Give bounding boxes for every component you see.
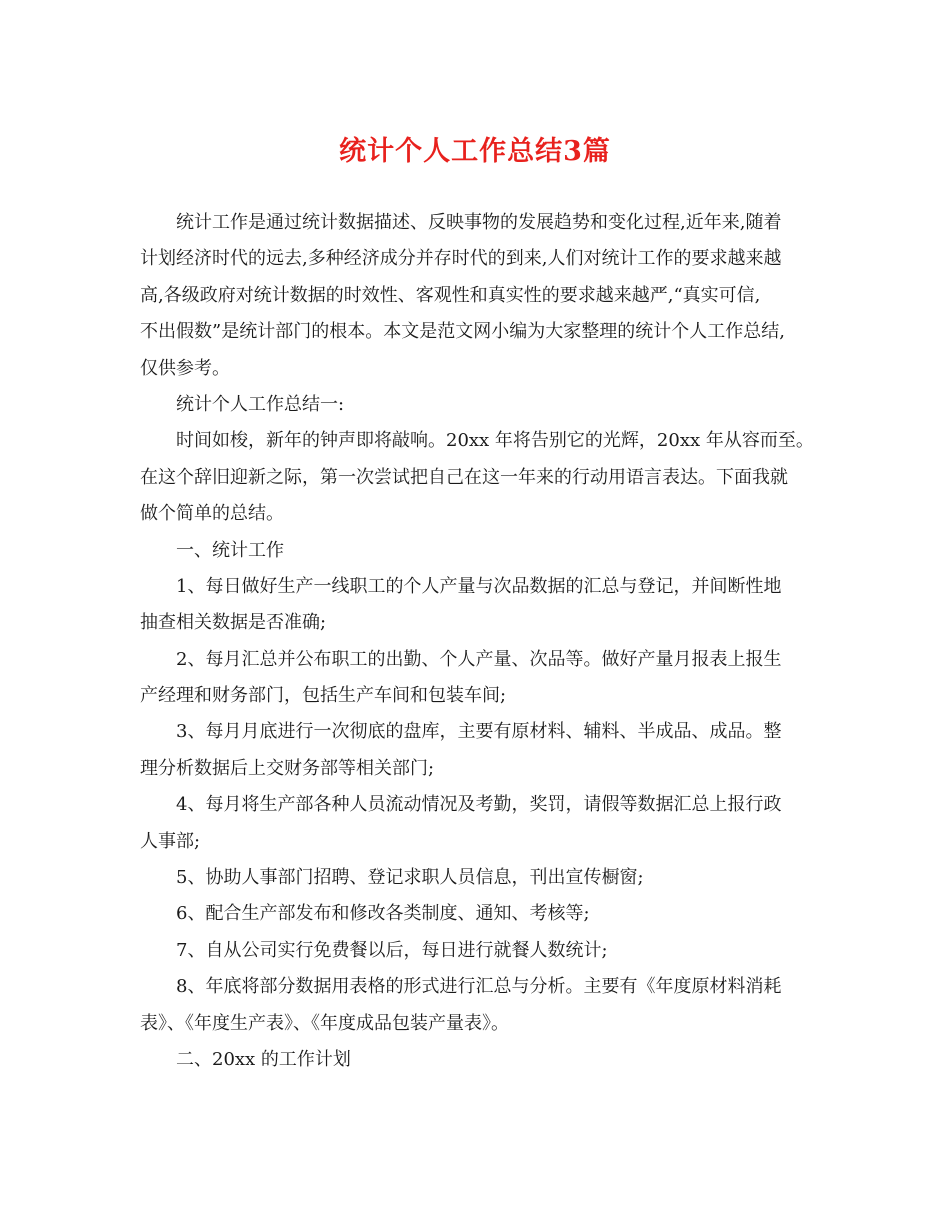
- text-line: 5、协助人事部门招聘、登记求职人员信息，刊出宣传橱窗;: [176, 867, 644, 889]
- text-line: 人事部;: [140, 830, 201, 852]
- text-line: 1、每日做好生产一线职工的个人产量与次品数据的汇总与登记，并间断性地: [176, 575, 782, 597]
- text-line: 二、20xx 的工作计划: [176, 1048, 351, 1070]
- text-line: 做个简单的总结。: [140, 503, 284, 525]
- text-line: 统计工作是通过统计数据描述、反映事物的发展趋势和变化过程,近年来,随着: [176, 212, 782, 233]
- document-title: 统计个人工作总结3篇: [339, 136, 611, 167]
- text-line: 6、配合生产部发布和修改各类制度、通知、考核等;: [176, 903, 590, 925]
- text-line: 在这个辞旧迎新之际，第一次尝试把自己在这一年来的行动用语言表达。下面我就: [140, 466, 788, 488]
- text-line: 产经理和财务部门，包括生产车间和包装车间;: [140, 685, 507, 707]
- text-line: 统计个人工作总结一:: [176, 393, 345, 415]
- text-line: 仅供参考。: [140, 357, 230, 379]
- text-line: 理分析数据后上交财务部等相关部门;: [140, 757, 435, 779]
- text-line: 3、每月月底进行一次彻底的盘库，主要有原材料、辅料、半成品、成品。整: [176, 721, 782, 743]
- text-line: 2、每月汇总并公布职工的出勤、个人产量、次品等。做好产量月报表上报生: [176, 648, 782, 670]
- text-line: 抽查相关数据是否准确;: [140, 612, 327, 634]
- document-body: [140, 205, 818, 1078]
- text-line: 不出假数”是统计部门的根本。本文是范文网小编为大家整理的统计个人工作总结,: [140, 321, 785, 343]
- text-line: 表》、《年度生产表》、《年度成品包装产量表》。: [140, 1012, 509, 1034]
- text-line: 计划经济时代的远去,多种经济成分并存时代的到来,人们对统计工作的要求越来越: [140, 248, 782, 270]
- text-line: 时间如梭，新年的钟声即将敲响。20xx 年将告别它的光辉，20xx 年从容而至。: [176, 430, 814, 452]
- text-line: 一、统计工作: [176, 539, 284, 561]
- text-line: 7、自从公司实行免费餐以后，每日进行就餐人数统计;: [176, 939, 608, 961]
- text-line: 8、年底将部分数据用表格的形式进行汇总与分析。主要有《年度原材料消耗: [176, 976, 782, 998]
- text-line: 高,各级政府对统计数据的时效性、客观性和真实性的要求越来越严,“真实可信,: [140, 284, 761, 306]
- text-line: 4、每月将生产部各种人员流动情况及考勤，奖罚，请假等数据汇总上报行政: [176, 794, 782, 816]
